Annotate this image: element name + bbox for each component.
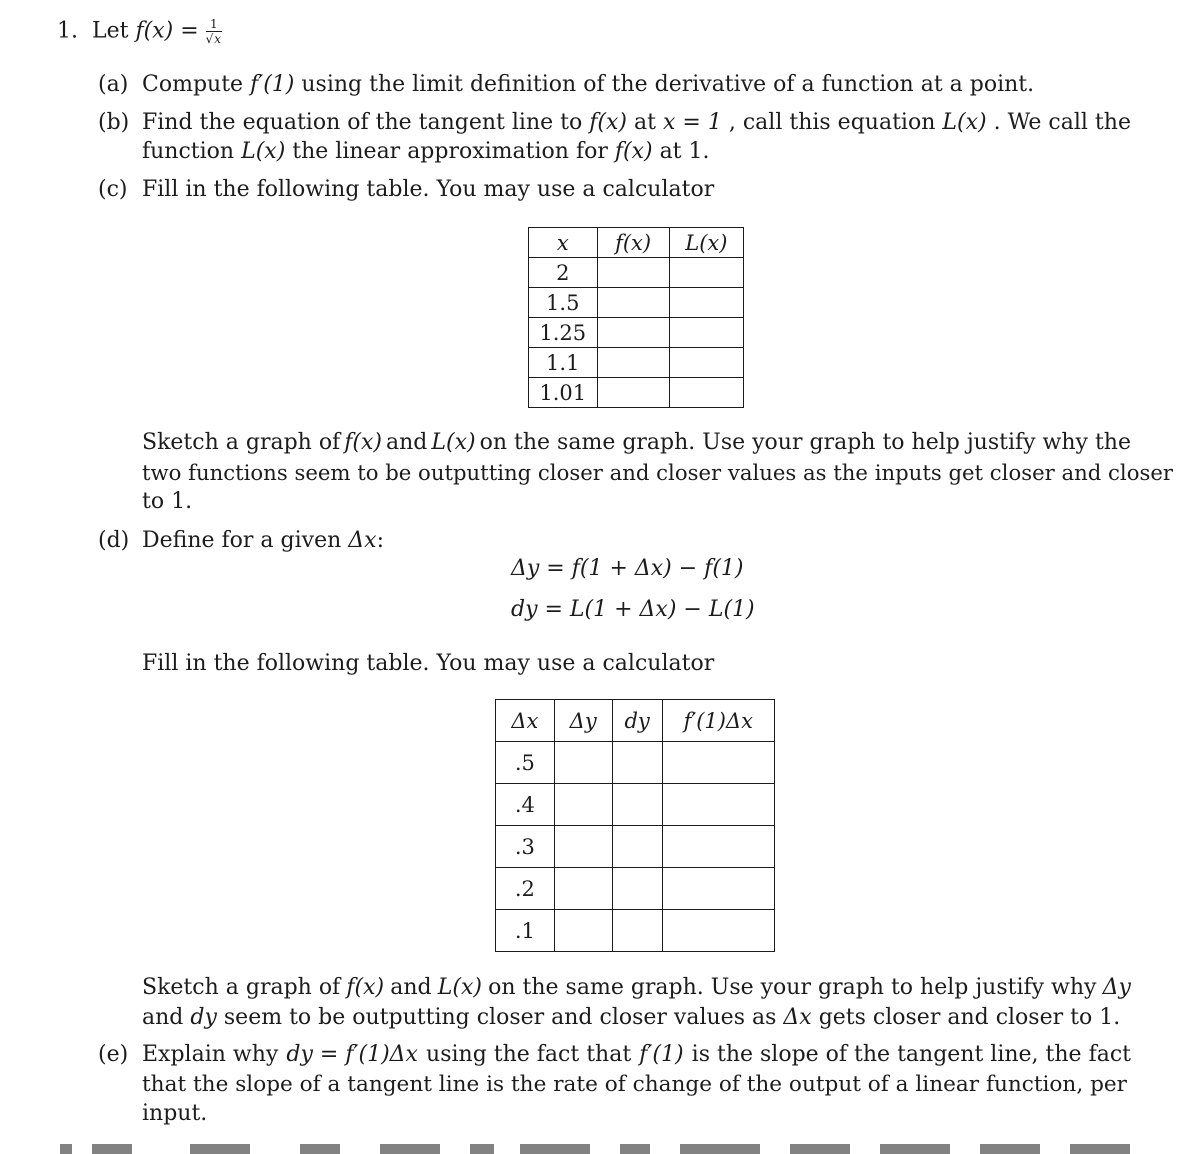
table-1-empty-cell[interactable] xyxy=(669,318,743,348)
part-e-line-2: that the slope of a tangent line is the rate of change of the output of a linear function, per xyxy=(142,1072,1127,1097)
table-row xyxy=(529,378,744,408)
table-1-empty-cell[interactable] xyxy=(597,318,669,348)
part-e-line-3: input. xyxy=(142,1101,208,1126)
table-2-empty-cell[interactable] xyxy=(554,868,612,910)
table-2-empty-cell[interactable] xyxy=(554,826,612,868)
table-2-dx-cell: .1 xyxy=(496,910,555,952)
part-a-math-1: f′(1) xyxy=(250,72,295,97)
table-2-empty-cell[interactable] xyxy=(612,868,662,910)
part-e-text-1: Explain why xyxy=(142,1042,279,1067)
table-2-empty-cell[interactable] xyxy=(612,826,662,868)
part-e-math-1: dy = f′(1)Δx xyxy=(286,1042,418,1067)
part-b-label: (b) xyxy=(98,110,130,135)
function-lhs: f(x) xyxy=(135,18,174,44)
table-1-empty-cell[interactable] xyxy=(669,378,743,408)
part-c-sketch-line-1 xyxy=(142,430,1131,455)
part-b-line1-text-3: , call this equation xyxy=(728,110,936,135)
table-2-empty-cell[interactable] xyxy=(554,742,612,784)
part-d-sketch2-math-2: Δx xyxy=(783,1005,812,1030)
part-c-sketch-line-2: two functions seem to be outputting closer and closer values as the inputs get closer and closer xyxy=(142,460,1173,485)
part-d-sketch2-text-1: and xyxy=(142,1005,184,1030)
table-2-empty-cell[interactable] xyxy=(662,826,774,868)
part-b-line1-text-4: . We call the xyxy=(993,110,1131,135)
table-2-empty-cell[interactable] xyxy=(662,868,774,910)
table-row xyxy=(529,288,744,318)
part-b-line1-math-2: x = 1 xyxy=(663,110,722,135)
part-c-label: (c) xyxy=(98,177,128,202)
part-b-line2-math-2: f(x) xyxy=(614,139,653,164)
table-2-empty-cell[interactable] xyxy=(554,784,612,826)
part-b-line2-text-3: at 1. xyxy=(659,139,710,164)
problem-header xyxy=(57,18,222,45)
table-1-empty-cell[interactable] xyxy=(597,288,669,318)
part-e-line-1 xyxy=(142,1042,1131,1067)
part-b-line1-text-2: at xyxy=(634,110,656,135)
table-1-header: f(x) xyxy=(597,228,669,258)
part-d-label: (d) xyxy=(98,528,130,553)
part-b-line1-math-1: f(x) xyxy=(589,110,627,135)
part-b-line2-text-1: function xyxy=(142,139,235,164)
table-1-header: L(x) xyxy=(669,228,743,258)
table-1-empty-cell[interactable] xyxy=(597,258,669,288)
table-1-empty-cell[interactable] xyxy=(669,258,743,288)
part-d-math-1: Δx xyxy=(348,528,377,553)
table-row xyxy=(496,868,775,910)
table-1-empty-cell[interactable] xyxy=(597,348,669,378)
part-d-sketch-line-1 xyxy=(142,975,1131,1000)
table-2-header: Δy xyxy=(554,700,612,742)
table-1-header: x xyxy=(529,228,598,258)
table-2-empty-cell[interactable] xyxy=(554,910,612,952)
part-d-sketch-math-3: Δy xyxy=(1102,975,1131,1000)
equals-sign: = xyxy=(180,18,199,44)
part-e-text-3: is the slope of the tangent line, the fact xyxy=(691,1042,1131,1067)
table-row xyxy=(529,318,744,348)
table-1-empty-cell[interactable] xyxy=(597,378,669,408)
part-d-sketch-math-1: f(x) xyxy=(346,975,385,1000)
table-1-x-cell: 1.25 xyxy=(529,318,598,348)
table-row xyxy=(496,784,775,826)
part-b-line1-math-3: L(x) xyxy=(942,110,987,135)
part-e-text-2: using the fact that xyxy=(426,1042,632,1067)
part-d-instruction: Fill in the following table. You may use a calculator xyxy=(142,651,715,676)
table-1-x-cell: 1.01 xyxy=(529,378,598,408)
part-c-sketch-math-2: L(x) xyxy=(431,430,476,455)
part-c-sketch-line-3: to 1. xyxy=(142,489,193,514)
table-2-dx-cell: .5 xyxy=(496,742,555,784)
part-d-sketch-text-1: Sketch a graph of xyxy=(142,975,341,1000)
part-b-line1-text-1: Find the equation of the tangent line to xyxy=(142,110,583,135)
part-d-sketch2-math-1: dy xyxy=(190,1005,217,1030)
part-e-math-2: f′(1) xyxy=(639,1042,684,1067)
table-row xyxy=(496,826,775,868)
fraction-numerator: 1 xyxy=(206,18,222,32)
part-a-text-2: using the limit definition of the derivative of a function at a point. xyxy=(301,72,1035,97)
part-d-sketch2-text-3: gets closer and closer to 1. xyxy=(818,1005,1121,1030)
problem-number: 1. xyxy=(57,18,78,44)
table-1 xyxy=(528,227,744,408)
table-row xyxy=(529,348,744,378)
table-1-x-cell: 2 xyxy=(529,258,598,288)
part-a-text xyxy=(142,72,1034,97)
sqrt-radicand: x xyxy=(214,32,222,46)
table-row xyxy=(496,742,775,784)
table-2-dx-cell: .3 xyxy=(496,826,555,868)
part-d-sketch-text-3: on the same graph. Use your graph to help justify why xyxy=(488,975,1097,1000)
table-row xyxy=(496,910,775,952)
part-d-text-2: : xyxy=(376,528,384,553)
problem-intro: Let xyxy=(92,18,129,44)
part-b-line-1 xyxy=(142,110,1131,135)
part-c-sketch-text-2: and xyxy=(386,430,428,455)
table-2-empty-cell[interactable] xyxy=(612,784,662,826)
table-1-empty-cell[interactable] xyxy=(669,348,743,378)
part-c-sketch-math-1: f(x) xyxy=(344,430,382,455)
table-row xyxy=(529,258,744,288)
table-2-dx-cell: .4 xyxy=(496,784,555,826)
part-a-text-1: Compute xyxy=(142,72,244,97)
table-2-empty-cell[interactable] xyxy=(662,910,774,952)
table-2-dx-cell: .2 xyxy=(496,868,555,910)
part-b-line2-text-2: the linear approximation for xyxy=(292,139,608,164)
part-c-sketch-text-3: on the same graph. Use your graph to help justify why the xyxy=(479,430,1131,455)
part-c-sketch-text-1: Sketch a graph of xyxy=(142,430,341,455)
part-d-sketch-math-2: L(x) xyxy=(437,975,482,1000)
part-e-label: (e) xyxy=(98,1042,129,1067)
table-2-header: f′(1)Δx xyxy=(662,700,774,742)
part-d-text-1: Define for a given xyxy=(142,528,342,553)
part-b-line2-math-1: L(x) xyxy=(241,139,286,164)
cut-off-next-line xyxy=(0,1144,1179,1154)
part-d-sketch-line-2 xyxy=(142,1005,1120,1030)
part-d-sketch-text-2: and xyxy=(390,975,432,1000)
table-1-empty-cell[interactable] xyxy=(669,288,743,318)
table-2-empty-cell[interactable] xyxy=(662,784,774,826)
table-2-header: Δx xyxy=(496,700,555,742)
table-2-empty-cell[interactable] xyxy=(612,742,662,784)
part-a-label: (a) xyxy=(98,72,129,97)
part-d-sketch2-text-2: seem to be outputting closer and closer values as xyxy=(223,1005,777,1030)
equation-delta-y: Δy = f(1 + Δx) − f(1) xyxy=(511,556,744,581)
table-1-x-cell: 1.1 xyxy=(529,348,598,378)
table-2-empty-cell[interactable] xyxy=(662,742,774,784)
part-b-line-2 xyxy=(142,139,710,164)
table-2 xyxy=(495,699,775,952)
table-1-x-cell: 1.5 xyxy=(529,288,598,318)
function-fraction xyxy=(206,18,222,45)
fraction-denominator xyxy=(206,32,222,45)
sqrt-symbol: √ xyxy=(205,32,214,46)
table-2-empty-cell[interactable] xyxy=(612,910,662,952)
part-d-define xyxy=(142,528,384,553)
table-2-header: dy xyxy=(612,700,662,742)
equation-dy: dy = L(1 + Δx) − L(1) xyxy=(511,597,755,622)
part-c-instruction: Fill in the following table. You may use a calculator xyxy=(142,177,715,202)
